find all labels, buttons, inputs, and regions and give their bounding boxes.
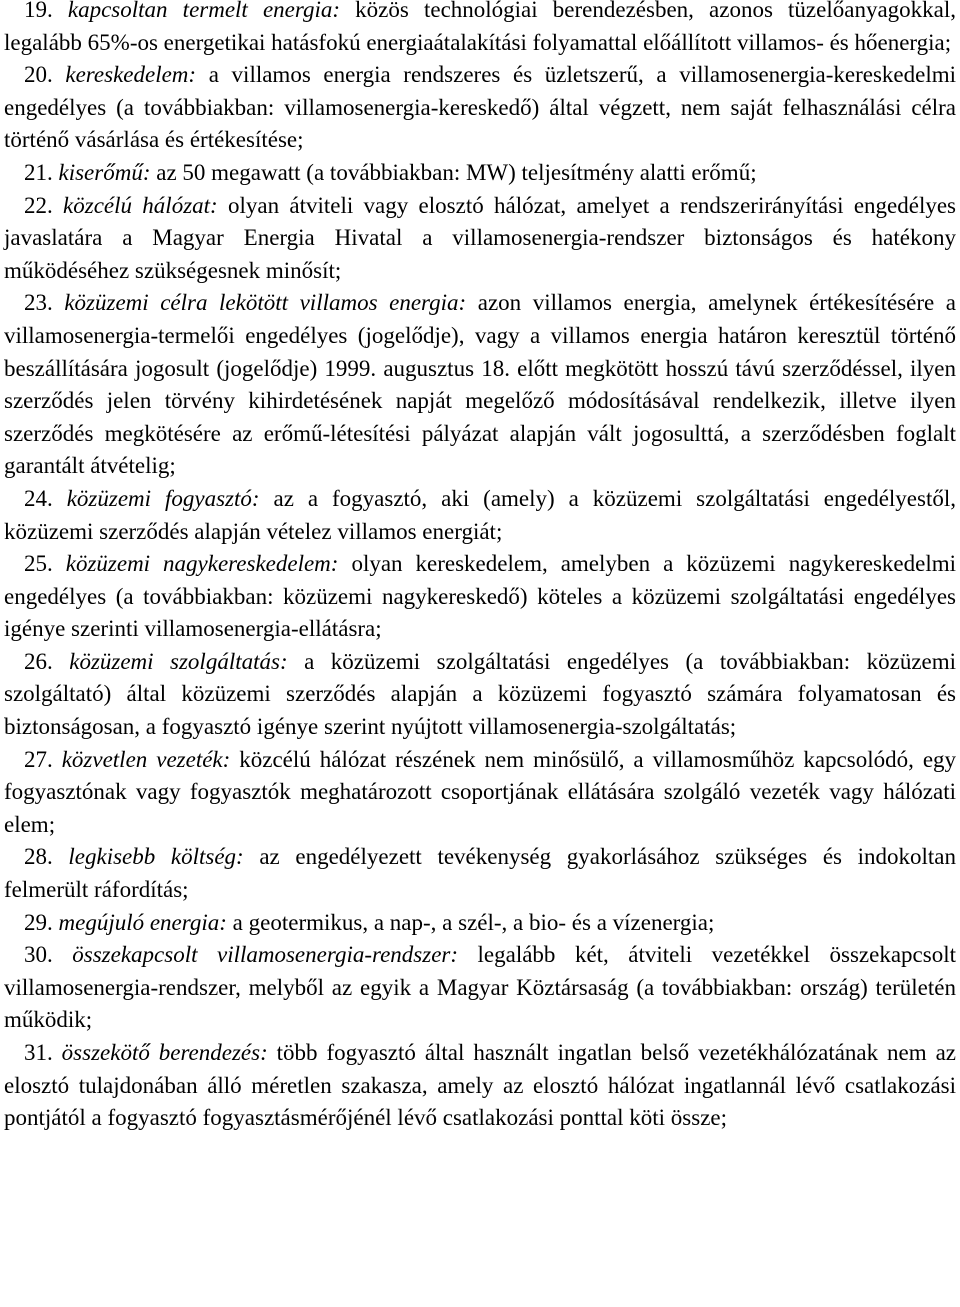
definition-number: 26. (24, 648, 53, 674)
definition-term: közüzemi nagykereskedelem: (65, 551, 339, 577)
definition-term: közüzemi célra lekötött villamos energia: (64, 290, 467, 316)
definition-text: olyan átviteli vagy elosztó hálózat, amelyet a rendszerirányítási engedélyes javaslatára a Magyar Energia Hivatal a villamosenergia-rendszer biztonságos és hatékony működéséhez szükségesnek minősít; (4, 192, 957, 283)
definition-30 (4, 939, 956, 1037)
definition-number: 25. (24, 551, 53, 577)
definition-term: közüzemi fogyasztó: (66, 485, 260, 511)
definition-22 (4, 190, 956, 288)
definition-text: az a fogyasztó, aki (amely) a közüzemi szolgáltatási engedélyestől, közüzemi szerződés alapján vételez villamos energiát; (4, 485, 956, 544)
definition-number: 29. (24, 909, 53, 935)
definition-term: legkisebb költség: (68, 844, 244, 870)
definition-23 (4, 287, 956, 483)
definition-19 (4, 0, 956, 59)
definition-number: 21. (24, 159, 53, 185)
definition-term: összekapcsolt villamosenergia-rendszer: (72, 942, 459, 968)
definition-term: kiserőmű: (58, 159, 151, 185)
definition-number: 20. (24, 62, 53, 88)
definition-term: közcélú hálózat: (63, 192, 218, 218)
definition-28 (4, 841, 956, 906)
definition-text: a villamos energia rendszeres és üzletszerű, a villamosenergia-kereskedelmi engedélyes (a továbbiakban: villamosenergia-kereskedő) által végzett, nem saját felhasználási célra történő vásárlása és értékesítése; (4, 62, 956, 153)
definition-text: közös technológiai berendezésben, azonos tüzelőanyagokkal, legalább 65%-os energetikai hatásfokú energiaátalakítási folyamattal előállított villamos- és hőenergia; (4, 0, 957, 55)
definition-number: 30. (24, 942, 53, 968)
definition-term: kereskedelem: (65, 62, 197, 88)
definition-text: legalább két, átviteli vezetékkel összekapcsolt villamosenergia-rendszer, melyből az egyik a Magyar Köztársaság (a továbbiakban: ország) területén működik; (4, 942, 956, 1033)
definition-text: a geotermikus, a nap-, a szél-, a bio- és a vízenergia; (232, 909, 715, 935)
definition-text: a közüzemi szolgáltatási engedélyes (a továbbiakban: közüzemi szolgáltató) által közüzemi szerződés alapján a közüzemi fogyasztó számára folyamatosan és biztonságosan, a fogyasztó igénye szerint nyújtott villamosenergia-szolgáltatás; (4, 648, 957, 740)
definition-24 (4, 483, 956, 548)
definition-number: 22. (24, 192, 53, 218)
definition-text: több fogyasztó által használt ingatlan belső vezetékhálózatának nem az elosztó tulajdonában álló méretlen szakasza, amely az elosztó hálózat ingatlannál lévő csatlakozási pontjától a fogyasztó fogyasztásmérőjénél lévő csatlakozási ponttal köti össze; (4, 1040, 956, 1131)
definition-27 (4, 744, 956, 842)
definition-number: 19. (24, 0, 53, 22)
definition-number: 27. (24, 746, 53, 772)
definition-text: olyan kereskedelem, amelyben a közüzemi nagykereskedelmi engedélyes (a továbbiakban: közüzemi nagykereskedő) köteles a közüzemi szolgáltatási engedélyes igénye szerinti villamosenergia-ellátásra; (4, 551, 957, 642)
definition-term: közüzemi szolgáltatás: (69, 648, 288, 674)
definition-21 (4, 157, 956, 190)
definition-text: az engedélyezett tevékenység gyakorlásához szükséges és indokoltan felmerült ráfordítás; (4, 844, 957, 903)
definition-26 (4, 646, 956, 744)
definition-25 (4, 548, 956, 646)
definition-number: 24. (24, 485, 53, 511)
definition-number: 28. (24, 844, 53, 870)
definition-29 (4, 907, 956, 940)
definition-number: 23. (24, 290, 53, 316)
definition-number: 31. (24, 1040, 53, 1065)
definition-term: közvetlen vezeték: (61, 746, 231, 772)
definition-term: kapcsoltan termelt energia: (67, 0, 341, 22)
definition-text: közcélú hálózat részének nem minősülő, a villamosműhöz kapcsolódó, egy fogyasztónak vagy fogyasztók meghatározott csoportjának ellátására szolgáló vezeték vagy hálózati elem; (4, 746, 957, 837)
definition-term: megújuló energia: (58, 909, 227, 935)
definition-term: összekötő berendezés: (61, 1040, 268, 1065)
definition-text: azon villamos energia, amelynek értékesítésére a villamosenergia-termelői engedélyes (jogelődje), vagy a villamos energia határon keresztül történő beszállítására jogosult (jogelődje) 1999. augusztus 18. előtt megkötött hosszú távú szerződéssel, ilyen szerződés jelen törvény kihirdetésének napját megelőző módosításával rendelkezik, illetve ilyen szerződés megkötésére az erőmű-létesítési pályázat alapján vált jogosulttá, a szerződésben foglalt garantált átvételig; (4, 290, 957, 479)
definition-20 (4, 59, 956, 157)
definition-31 (4, 1037, 956, 1135)
definition-text: az 50 megawatt (a továbbiakban: MW) teljesítmény alatti erőmű; (156, 159, 757, 185)
